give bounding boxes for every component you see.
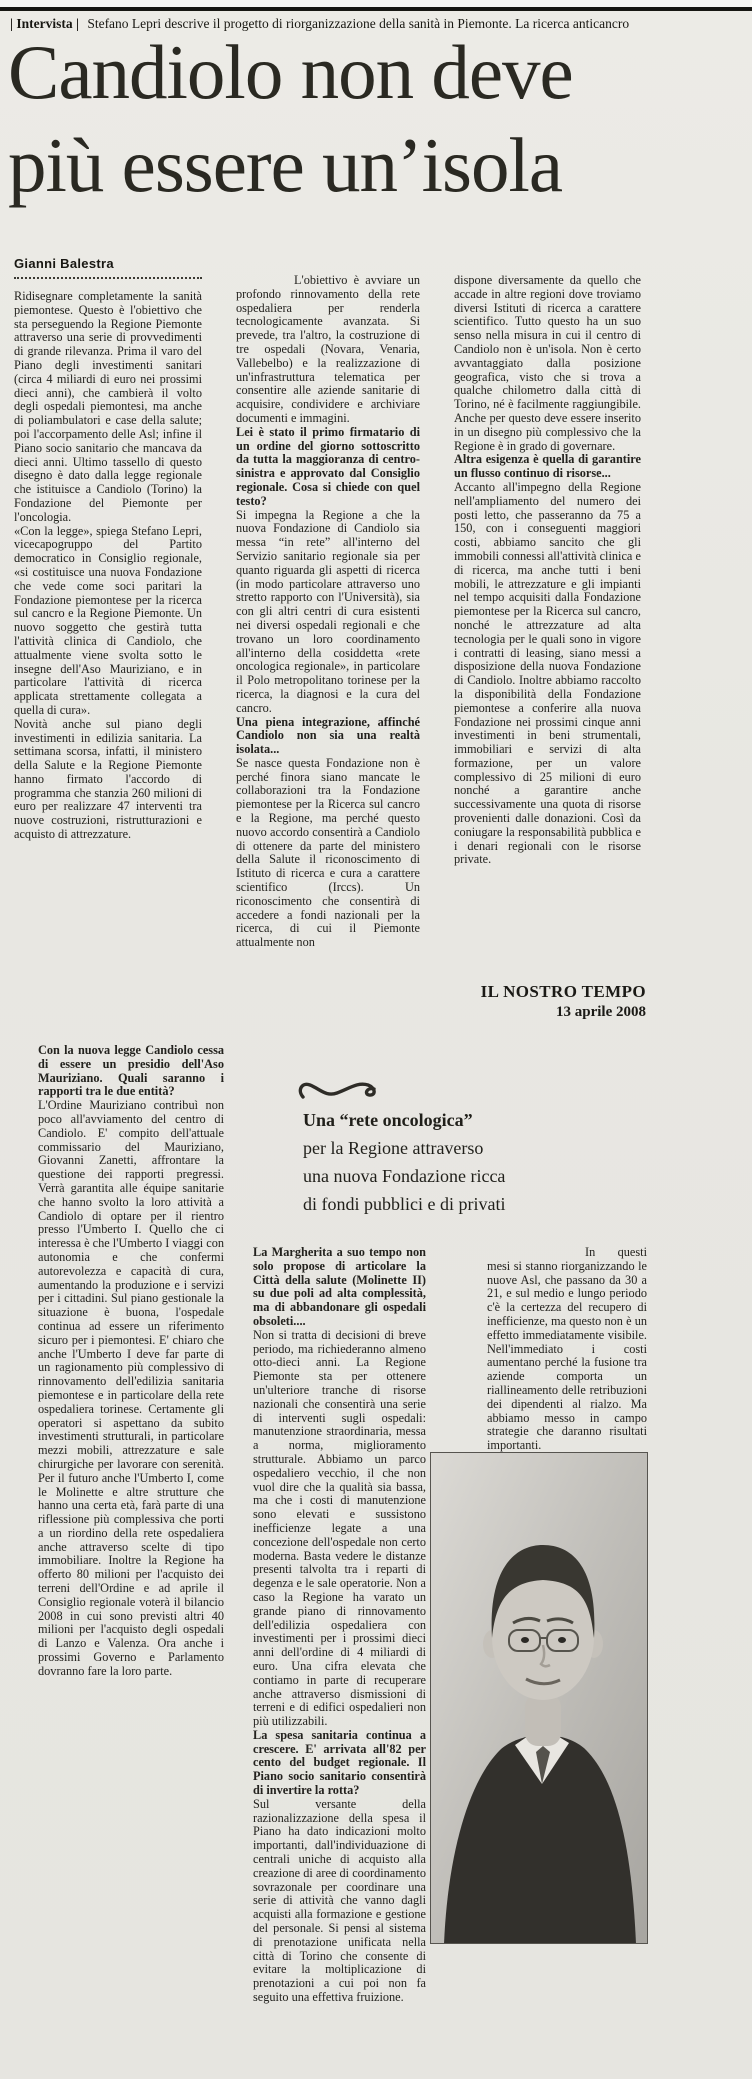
article-paragraph: Ridisegnare completamente la sanità piemontese. Questo è l'obiettivo che sta perseguendo la Regione Piemonte attraverso una serie di provvedimenti di grande rilevanza. Prima il varo del Piano degli investimenti sanitari (circa 4 miliardi di euro nei prossimi dieci anni), che cambierà il volto degli ospedali piemontesi, ma anche di poliambulatori e case della salute; poi l'accorpamento delle Asl; infine il Piano socio sanitario che mancava da dieci anni. Ultimo tassello di questo disegno è dato dalla legge regionale che istituisce a Candiolo (Torino) la Fondazione del Piemonte per l'oncologia. [14, 289, 202, 524]
pullquote [303, 1106, 505, 1218]
pullquote-line: una nuova Fondazione ricca [303, 1166, 506, 1186]
credit-block [396, 982, 646, 1021]
interview-question: Una piena integrazione, affinché Candiolo non sia una realtà isolata... [236, 714, 420, 757]
article-paragraph: Novità anche sul piano degli investimenti in edilizia sanitaria. La settimana scorsa, infatti, il ministero della Salute e la Regione Piemonte hanno firmato l'accordo di programma che stanzia 260 milioni di euro per realizzare 47 interventi tra nuove costruzioni, ristrutturazioni e acquisto di attrezzature. [14, 716, 202, 842]
byline: Gianni Balestra [14, 256, 202, 279]
kicker-text: Stefano Lepri descrive il progetto di riorganizzazione della sanità in Piemonte. La ricerca anticancro [87, 16, 630, 31]
pullquote-flourish-icon [294, 1076, 382, 1106]
article-paragraph: Sul versante della razionalizzazione della spesa il Piano ha dato indicazioni molto importanti, dall'individuazione di centrali uniche di acquisto alla creazione di aree di coordinamento sovrazonale per coordinare una serie di attività che vanno dagli acquisti alla formazione e gestione del personale. Si pensi al sistema di prenotazione unificata nella città di Torino che consente di evitare la moltiplicazione di prenotazioni a cui poi non fa seguito una effettiva fruizione. [253, 1796, 426, 2005]
top-rule [0, 7, 752, 11]
interview-question: Lei è stato il primo firmatario di un ordine del giorno sottoscritto da tutta la maggioranza di centro-sinistra e approvato dal Consiglio regionale. Cosa si chiede con quel testo? [236, 424, 420, 508]
portrait-photo [430, 1452, 648, 1944]
article-paragraph: Non si tratta di decisioni di breve periodo, ma richiederanno almeno otto-dieci anni. La Regione Piemonte sta per ottenere un'ulteriore tranche di risorse nazionali che consentirà una serie di interventi sugli ospedali: manutenzione straordinaria, messa a norma, miglioramento strutturale. Abbiamo un parco ospedaliero vecchio, il che non vuol dire che la qualità sia bassa, ma che i costi di manutenzione sono elevati e sussistono inefficienze legate a una concezione dell'ospedale non certo moderna. Basta vedere le distanze presenti talvolta tra i reparti di degenza e le sale operatorie. Non a caso la Regione ha varato un grande piano di rinnovamento dell'edilizia ospedaliera con investimenti per i prossimi dieci anni dell'ordine di 4 miliardi di euro. Una cifra elevata che contiamo in parte di recuperare anche attraverso dismissioni di terreni e di edifici ospedalieri non più utilizzabili. [253, 1327, 426, 1729]
headline [8, 26, 708, 212]
article-paragraph: Si impegna la Regione a che la nuova Fondazione di Candiolo sia messa “in rete” all'interno del Servizio sanitario regionale sia per quanto riguarda gli aspetti di ricerca (in modo particolare attraverso uno stretto rapporto con l'Università), sia con gli altri centri di cura esistenti nei diversi ospedali regionali e che trovano un loro coordinamento all'interno della cosiddetta «rete oncologica regionale», in particolare il Polo metropolitano torinese per la ricerca, la diagnosi e la cura del cancro. [236, 507, 420, 715]
pullquote-line: di fondi pubblici e di privati [303, 1194, 506, 1214]
article-column-bottom-middle [253, 1246, 426, 2005]
article-paragraph: In questi mesi si stanno riorganizzando le nuove Asl, che passano da 30 a 21, e sul medio e lungo periodo c'è la certezza del recupero di inefficienze, ma questo non è un effetto immediatamente visibile. Nell'immediato i costi aumentano perché la fusione tra aziende comporta un riallineamento delle retribuzioni dei dipendenti al rialzo. Ma abbiamo messo in campo strategie che daranno risultati importanti. [487, 1245, 647, 1453]
pullquote-line: per la Regione attraverso [303, 1138, 484, 1158]
article-column-bottom-left [38, 1044, 224, 1679]
interview-question: La Margherita a suo tempo non solo propose di articolare la Città della salute (Molinette II) su due poli ad alta complessità, ma di abbandonare gli ospedali obsoleti.... [253, 1245, 426, 1328]
paper-name: IL NOSTRO TEMPO [480, 982, 646, 1001]
article-paragraph: L'Ordine Mauriziano contribuì non poco all'avviamento del centro di Candiolo. E' compito dell'attuale commissario del Mauriziano, Giovanni Zanetti, affrontare la questione dei rapporti pregressi. Verrà garantita alle équipe sanitarie che hanno svolto la loro attività a Candiolo di optare per il rientro presso l'Umberto I. Quello che ci interessa è che l'Umberto I viaggi con autonomia e che confermi autorevolezza e capacità di cura, aumentando la produzione e i servizi per i cittadini. Sul piano gestionale la situazione è buona, l'ospedale continua ad essere un riferimento sicuro per i piemontesi. E' chiaro che anche l'Umberto I deve far parte di un ragionamento più complessivo di rinnovamento dell'edilizia sanitaria piemontese e in particolare della rete ospedaliera torinese. Certamente gli operatori si aspettano da subito investimenti strutturali, in particolare mezzi mobili, attrezzature e sale chirurgiche per lavorare con serenità. Per il futuro anche l'Umberto I, come le Molinette e altre strutture che hanno una certa età, farà parte di una riflessione più complessiva che porti a un riordino della rete ospedaliera anche attraverso scelte di tipo immobiliare. Inoltre la Regione ha offerto 80 milioni per l'acquisto dei terreni dell'Ordine e ad aprile il Consiglio regionale voterà il bilancio 2008 in cui sono previsti altri 40 milioni per l'acquisto degli ospedali di Lanzo e Valenza. Ora anche i prossimi Governo e Parlamento dovranno fare la loro parte. [38, 1098, 224, 1678]
article-paragraph: «Con la legge», spiega Stefano Lepri, vicecapogruppo del Partito democratico in Consiglio regionale, «si costituisce una nuova Fondazione che vede come soci paritari la Fondazione piemontese per la ricerca sul cancro e la Regione Piemonte. Un nuovo soggetto che gestirà tutta l'attività clinica di Candiolo, che attualmente viene svolta sotto le insegne dell'Aso Mauriziano, e in particolare l'attività di ricerca applicata strettamente collegata a quella di cura». [14, 523, 202, 717]
interview-question: La spesa sanitaria continua a crescere. E' arrivata all'82 per cento del budget regionale. Il Piano socio sanitario consentirà di invertire la rotta? [253, 1727, 426, 1798]
interview-question: Con la nuova legge Candiolo cessa di essere un presidio dell'Aso Mauriziano. Quali saranno i rapporti tra le due entità? [38, 1043, 224, 1099]
article-column-1 [14, 290, 202, 842]
article-paragraph: Se nasce questa Fondazione non è perché finora siano mancate le collaborazioni tra la Fondazione piemontese per la Ricerca sul cancro e la Regione, ma perché questo nuovo accordo consentirà a Candiolo di ottenere da parte del ministero della Salute il riconoscimento di Istituto di ricerca e cura a carattere scientifico (Irccs). Un riconoscimento che consentirà di accedere a fondi nazionali per la ricerca, di cui il Piemonte attualmente non [236, 755, 420, 950]
kicker-label: | Intervista | [10, 16, 79, 31]
headline-line-2: più essere un’isola [8, 122, 563, 208]
article-paragraph: L'obiettivo è avviare un profondo rinnovamento della rete ospedaliera per renderla tecnologicamente avanzata. Si prevede, tra l'altro, la costruzione di tre ospedali (Novara, Venaria, Vallebelbo) e la realizzazione di un'infrastruttura telematica per consentire alle aziende sanitarie di acquisire, condividere e archiviare documenti e immagini. [236, 273, 420, 425]
pullquote-line: Una “rete oncologica” [303, 1110, 473, 1130]
article-column-3 [454, 274, 641, 867]
interview-question: Altra esigenza è quella di garantire un flusso continuo di risorse... [454, 452, 641, 481]
page-top-margin [0, 0, 752, 7]
headline-line-1: Candiolo non deve [8, 29, 573, 115]
article-paragraph: dispone diversamente da quello che accade in altre regioni dove troviamo diversi Istituti di ricerca a carattere scientifico. Tutto questo ha un suo senso nella misura in cui il centro di Candiolo non è un'isola. Non è certo avvantaggiato dalla posizione geografica, visto che si trova a qualche chilometro dalla città di Torino, né è facilmente raggiungibile. Anche per questo deve essere inserito in un disegno più complessivo che la Regione è in grado di governare. [454, 273, 641, 453]
article-paragraph: Accanto all'impegno della Regione nell'ampliamento del numero dei posti letto, che passeranno da 75 a 150, con i conseguenti maggiori costi, abbiamo sancito che gli immobili connessi all'attività clinica e di ricerca, ma anche tutti i beni mobili, le attrezzature e gli impianti nel tempo acquisiti dalla Fondazione piemontese per la Ricerca sul cancro, nonché le attrezzature ad alta tecnologia per le quali sono in vigore i contratti di leasing, siano messi a disposizione della nuova Fondazione di Candiolo. Inoltre abbiamo raccolto la disponibilità della Fondazione piemontese a conferire alla nuova Fondazione nei prossimi cinque anni investimenti in beni strumentali, immobiliari e servizi di alta formazione, per un valore complessivo di 25 milioni di euro nonché a garantire anche successivamente una quota di risorse provenienti dalle donazioni. Così da coniugare la responsabilità pubblica e i denari regionali con le risorse private. [454, 479, 641, 867]
article-column-bottom-right [487, 1246, 647, 1453]
issue-date: 13 aprile 2008 [556, 1004, 646, 1020]
article-column-2 [236, 274, 420, 950]
